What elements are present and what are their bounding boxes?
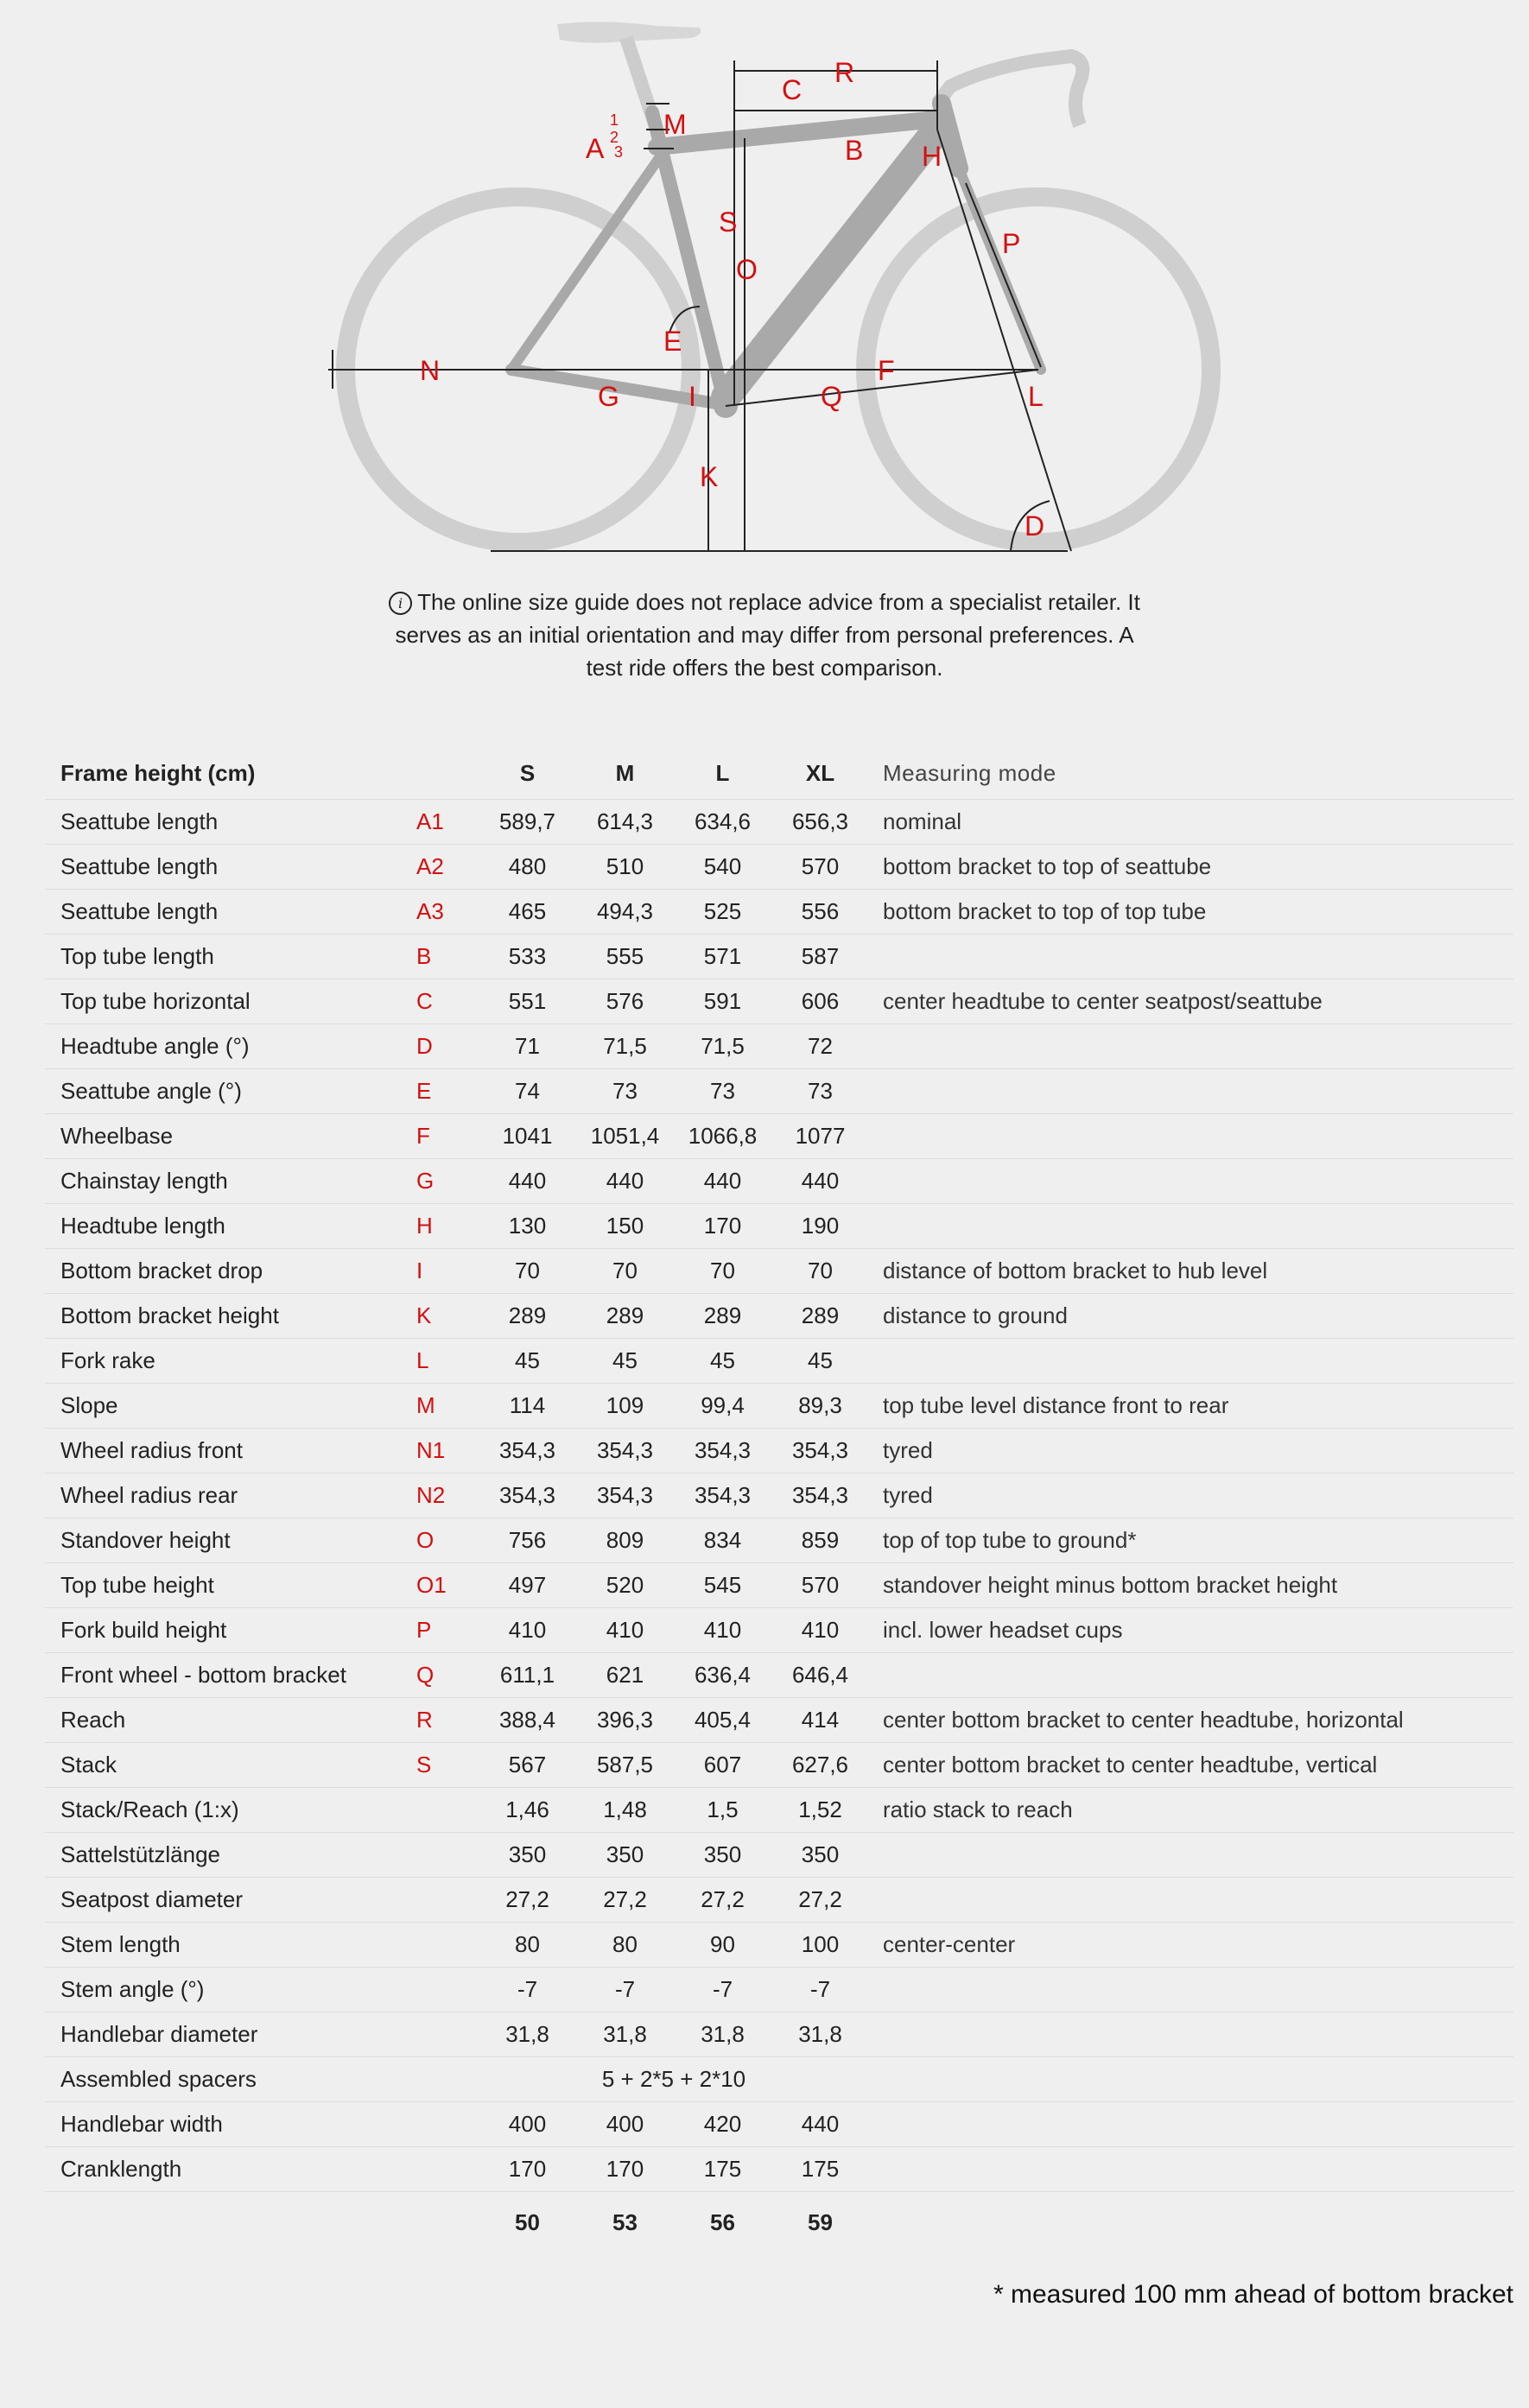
value-s: 1,46 [479, 1788, 576, 1833]
value-xl: 354,3 [771, 1473, 869, 1518]
row-name: Handlebar diameter [45, 2012, 416, 2057]
row-code: Q [416, 1653, 479, 1698]
table-row [45, 1518, 1513, 1563]
header-size-xl: XL [771, 747, 869, 800]
header-size-s: S [479, 747, 576, 800]
row-code: N1 [416, 1429, 479, 1473]
value-m: 555 [576, 935, 674, 979]
value-l: 170 [674, 1204, 771, 1249]
row-name: Seattube angle (°) [45, 1069, 416, 1114]
row-note: center bottom bracket to center headtube, vertical [869, 1743, 1513, 1788]
row-name: Top tube length [45, 935, 416, 979]
value-s: 74 [479, 1069, 576, 1114]
value-s: 611,1 [479, 1653, 576, 1698]
row-code: H [416, 1204, 479, 1249]
notice-line-1: i The online size guide does not replace advice from a specialist retailer. It [363, 586, 1166, 618]
value-s: 350 [479, 1833, 576, 1878]
row-name: Slope [45, 1384, 416, 1429]
label-A-sub2: 2 [610, 129, 619, 146]
value-s: 70 [479, 1249, 576, 1294]
value-m: 71,5 [576, 1024, 674, 1069]
row-code [416, 1968, 479, 2012]
value-l: 289 [674, 1294, 771, 1339]
value-xl: 410 [771, 1608, 869, 1653]
value-s: 567 [479, 1743, 576, 1788]
value-m: 27,2 [576, 1878, 674, 1923]
value-s: 388,4 [479, 1698, 576, 1743]
value-s: 480 [479, 845, 576, 890]
value-l: 175 [674, 2147, 771, 2192]
table-header-row [45, 747, 1513, 800]
row-code: A1 [416, 800, 479, 845]
label-G: G [598, 381, 619, 412]
value-l: 420 [674, 2102, 771, 2147]
value-s: 497 [479, 1563, 576, 1608]
row-name: Seatpost diameter [45, 1878, 416, 1923]
row-note: bottom bracket to top of top tube [869, 890, 1513, 935]
row-code [416, 2057, 479, 2102]
row-note [869, 1339, 1513, 1384]
row-code [416, 1923, 479, 1968]
row-name: Stack/Reach (1:x) [45, 1788, 416, 1833]
size-guide-notice [363, 586, 1166, 684]
label-O: O [736, 254, 758, 285]
table-row [45, 1698, 1513, 1743]
label-I: I [688, 381, 696, 412]
row-note [869, 1833, 1513, 1878]
row-name: Bottom bracket height [45, 1294, 416, 1339]
value-xl: 350 [771, 1833, 869, 1878]
value-m: 31,8 [576, 2012, 674, 2057]
value-l: 540 [674, 845, 771, 890]
label-S: S [719, 206, 738, 238]
value-s: 27,2 [479, 1878, 576, 1923]
table-row [45, 2147, 1513, 2192]
row-note [869, 2102, 1513, 2147]
row-note: nominal [869, 800, 1513, 845]
row-note: center headtube to center seatpost/seattube [869, 979, 1513, 1024]
row-note [869, 2012, 1513, 2057]
value-l: -7 [674, 1968, 771, 2012]
value-l: 27,2 [674, 1878, 771, 1923]
value-m: 289 [576, 1294, 674, 1339]
value-l: 634,6 [674, 800, 771, 845]
row-name: Headtube length [45, 1204, 416, 1249]
row-name: Headtube angle (°) [45, 1024, 416, 1069]
value-xl: 646,4 [771, 1653, 869, 1698]
row-note [869, 1204, 1513, 1249]
row-note: ratio stack to reach [869, 1788, 1513, 1833]
value-s: 354,3 [479, 1429, 576, 1473]
label-C: C [782, 74, 803, 105]
label-R: R [834, 57, 855, 88]
value-xl: 1,52 [771, 1788, 869, 1833]
row-code: D [416, 1024, 479, 1069]
row-code: I [416, 1249, 479, 1294]
row-note: distance to ground [869, 1294, 1513, 1339]
value-xl: 570 [771, 845, 869, 890]
table-row [45, 800, 1513, 845]
row-code: S [416, 1743, 479, 1788]
row-note [869, 1159, 1513, 1204]
handlebar [937, 56, 1082, 125]
row-note: bottom bracket to top of seattube [869, 845, 1513, 890]
row-code: L [416, 1339, 479, 1384]
value-l: 410 [674, 1608, 771, 1653]
value-l: 591 [674, 979, 771, 1024]
table-row [45, 1653, 1513, 1698]
row-name: Stem angle (°) [45, 1968, 416, 2012]
table-row [45, 979, 1513, 1024]
value-m: 621 [576, 1653, 674, 1698]
label-H: H [922, 141, 942, 172]
value-xl: 72 [771, 1024, 869, 1069]
table-row [45, 1833, 1513, 1878]
value-l: 636,4 [674, 1653, 771, 1698]
value-s: 410 [479, 1608, 576, 1653]
value-s: 533 [479, 935, 576, 979]
row-code: A3 [416, 890, 479, 935]
table-row [45, 1968, 1513, 2012]
value-xl: 606 [771, 979, 869, 1024]
value-s: 1041 [479, 1114, 576, 1159]
value-s: 589,7 [479, 800, 576, 845]
row-name: Stem length [45, 1923, 416, 1968]
value-l: 45 [674, 1339, 771, 1384]
value-l: 525 [674, 890, 771, 935]
frame-sizes-row [45, 2192, 1513, 2253]
row-note [869, 935, 1513, 979]
value-xl: 100 [771, 1923, 869, 1968]
info-icon: i [389, 592, 412, 615]
table-row [45, 1429, 1513, 1473]
value-s: 756 [479, 1518, 576, 1563]
geometry-table [45, 747, 1513, 2253]
value-m: 494,3 [576, 890, 674, 935]
value-m: 587,5 [576, 1743, 674, 1788]
table-row [45, 1114, 1513, 1159]
label-D: D [1025, 510, 1045, 542]
value-xl: 587 [771, 935, 869, 979]
row-note: top tube level distance front to rear [869, 1384, 1513, 1429]
row-note: standover height minus bottom bracket height [869, 1563, 1513, 1608]
value-l: 99,4 [674, 1384, 771, 1429]
row-name: Wheel radius rear [45, 1473, 416, 1518]
label-B: B [845, 135, 864, 166]
row-name: Chainstay length [45, 1159, 416, 1204]
value-s: 31,8 [479, 2012, 576, 2057]
table-row [45, 2012, 1513, 2057]
row-name: Fork rake [45, 1339, 416, 1384]
bike-geometry-diagram [311, 0, 1244, 570]
value-l: 71,5 [674, 1024, 771, 1069]
row-code: A2 [416, 845, 479, 890]
value-s: 551 [479, 979, 576, 1024]
row-name: Bottom bracket drop [45, 1249, 416, 1294]
header-measuring-mode: Measuring mode [869, 747, 1513, 800]
value-l: 90 [674, 1923, 771, 1968]
value-xl: 89,3 [771, 1384, 869, 1429]
value-xl: 1077 [771, 1114, 869, 1159]
header-code [416, 747, 479, 800]
table-row [45, 1024, 1513, 1069]
value-xl: 70 [771, 1249, 869, 1294]
row-name: Cranklength [45, 2147, 416, 2192]
value-xl: 289 [771, 1294, 869, 1339]
row-name: Seattube length [45, 890, 416, 935]
header-size-l: L [674, 747, 771, 800]
row-name: Assembled spacers [45, 2057, 416, 2102]
value-l: 545 [674, 1563, 771, 1608]
value-m: -7 [576, 1968, 674, 2012]
value-s: 400 [479, 2102, 576, 2147]
row-name: Seattube length [45, 845, 416, 890]
row-code: K [416, 1294, 479, 1339]
table-row-spacers [45, 2057, 1513, 2102]
empty-cell [416, 2192, 479, 2253]
value-m: 396,3 [576, 1698, 674, 1743]
value-l: 354,3 [674, 1473, 771, 1518]
value-l: 405,4 [674, 1698, 771, 1743]
value-xl: 627,6 [771, 1743, 869, 1788]
row-code [416, 2102, 479, 2147]
value-s: 114 [479, 1384, 576, 1429]
spacers-value: 5 + 2*5 + 2*10 [479, 2057, 869, 2102]
row-code: O [416, 1518, 479, 1563]
value-s: 170 [479, 2147, 576, 2192]
value-m: 354,3 [576, 1473, 674, 1518]
value-xl: 27,2 [771, 1878, 869, 1923]
table-row [45, 1743, 1513, 1788]
value-m: 350 [576, 1833, 674, 1878]
value-xl: 440 [771, 2102, 869, 2147]
value-xl: 175 [771, 2147, 869, 2192]
value-s: 354,3 [479, 1473, 576, 1518]
row-name: Top tube horizontal [45, 979, 416, 1024]
value-xl: 73 [771, 1069, 869, 1114]
row-code: E [416, 1069, 479, 1114]
row-note [869, 1114, 1513, 1159]
row-code: R [416, 1698, 479, 1743]
row-note [869, 1878, 1513, 1923]
value-l: 350 [674, 1833, 771, 1878]
notice-line-2: serves as an initial orientation and may differ from personal preferences. A [395, 622, 1134, 648]
header-size-m: M [576, 747, 674, 800]
row-note: tyred [869, 1429, 1513, 1473]
value-m: 520 [576, 1563, 674, 1608]
value-m: 70 [576, 1249, 674, 1294]
value-m: 80 [576, 1923, 674, 1968]
value-l: 73 [674, 1069, 771, 1114]
label-K: K [700, 461, 719, 492]
notice-line-3: test ride offers the best comparison. [586, 655, 943, 681]
value-m: 1,48 [576, 1788, 674, 1833]
table-row [45, 1249, 1513, 1294]
value-xl: -7 [771, 1968, 869, 2012]
label-N: N [420, 355, 441, 386]
value-m: 45 [576, 1339, 674, 1384]
value-m: 576 [576, 979, 674, 1024]
table-row [45, 1384, 1513, 1429]
table-row [45, 1608, 1513, 1653]
value-l: 834 [674, 1518, 771, 1563]
table-row [45, 1339, 1513, 1384]
value-m: 809 [576, 1518, 674, 1563]
frame-size-l: 56 [710, 2208, 735, 2235]
row-name: Reach [45, 1698, 416, 1743]
row-note [869, 1653, 1513, 1698]
row-code [416, 1878, 479, 1923]
table-row [45, 1294, 1513, 1339]
row-code [416, 2147, 479, 2192]
frame-size-s: 50 [515, 2208, 540, 2235]
value-m: 410 [576, 1608, 674, 1653]
row-note: distance of bottom bracket to hub level [869, 1249, 1513, 1294]
frame-size-m: 53 [612, 2208, 638, 2235]
value-s: 71 [479, 1024, 576, 1069]
row-note: top of top tube to ground* [869, 1518, 1513, 1563]
value-xl: 354,3 [771, 1429, 869, 1473]
value-s: 130 [479, 1204, 576, 1249]
row-note: incl. lower headset cups [869, 1608, 1513, 1653]
row-name: Wheel radius front [45, 1429, 416, 1473]
value-m: 354,3 [576, 1429, 674, 1473]
header-frame-height: Frame height (cm) [45, 747, 416, 800]
value-xl: 414 [771, 1698, 869, 1743]
row-code: F [416, 1114, 479, 1159]
label-A-sub3: 3 [614, 143, 624, 161]
geometry-table-body [45, 800, 1513, 2253]
table-row [45, 1788, 1513, 1833]
row-code: N2 [416, 1473, 479, 1518]
value-l: 571 [674, 935, 771, 979]
table-row [45, 890, 1513, 935]
row-code [416, 2012, 479, 2057]
empty-cell [869, 2192, 1513, 2253]
row-note: center-center [869, 1923, 1513, 1968]
value-m: 170 [576, 2147, 674, 2192]
value-xl: 556 [771, 890, 869, 935]
value-l: 1,5 [674, 1788, 771, 1833]
value-m: 440 [576, 1159, 674, 1204]
row-code [416, 1788, 479, 1833]
row-name: Handlebar width [45, 2102, 416, 2147]
table-row [45, 1923, 1513, 1968]
value-xl: 190 [771, 1204, 869, 1249]
value-s: 289 [479, 1294, 576, 1339]
value-l: 440 [674, 1159, 771, 1204]
value-m: 73 [576, 1069, 674, 1114]
label-E: E [663, 326, 682, 357]
value-m: 150 [576, 1204, 674, 1249]
value-m: 109 [576, 1384, 674, 1429]
value-xl: 570 [771, 1563, 869, 1608]
row-code [416, 1833, 479, 1878]
value-xl: 859 [771, 1518, 869, 1563]
value-m: 400 [576, 2102, 674, 2147]
value-xl: 440 [771, 1159, 869, 1204]
table-row [45, 935, 1513, 979]
value-xl: 45 [771, 1339, 869, 1384]
row-code: G [416, 1159, 479, 1204]
value-s: -7 [479, 1968, 576, 2012]
value-s: 440 [479, 1159, 576, 1204]
value-m: 1051,4 [576, 1114, 674, 1159]
value-m: 614,3 [576, 800, 674, 845]
value-xl: 656,3 [771, 800, 869, 845]
table-row [45, 1159, 1513, 1204]
label-Q: Q [821, 381, 842, 412]
row-name: Stack [45, 1743, 416, 1788]
value-s: 465 [479, 890, 576, 935]
row-note [869, 2147, 1513, 2192]
row-name: Wheelbase [45, 1114, 416, 1159]
row-note [869, 1024, 1513, 1069]
value-m: 510 [576, 845, 674, 890]
table-row [45, 1204, 1513, 1249]
table-row [45, 1069, 1513, 1114]
label-P: P [1002, 228, 1021, 259]
table-row [45, 845, 1513, 890]
row-name: Standover height [45, 1518, 416, 1563]
value-s: 80 [479, 1923, 576, 1968]
row-note: center bottom bracket to center headtube, horizontal [869, 1698, 1513, 1743]
table-row [45, 1473, 1513, 1518]
label-A-sub1: 1 [610, 111, 619, 129]
row-note [869, 1968, 1513, 2012]
value-l: 354,3 [674, 1429, 771, 1473]
row-name: Sattelstützlänge [45, 1833, 416, 1878]
row-note: tyred [869, 1473, 1513, 1518]
value-l: 70 [674, 1249, 771, 1294]
row-name: Front wheel - bottom bracket [45, 1653, 416, 1698]
row-code: B [416, 935, 479, 979]
row-code: P [416, 1608, 479, 1653]
label-A: A [586, 133, 605, 164]
footnote: * measured 100 mm ahead of bottom bracket [993, 2280, 1513, 2309]
label-L: L [1028, 381, 1044, 412]
table-row [45, 1878, 1513, 1923]
row-name: Top tube height [45, 1563, 416, 1608]
row-note [869, 2057, 1513, 2102]
row-code: C [416, 979, 479, 1024]
empty-cell [45, 2192, 416, 2253]
row-code: M [416, 1384, 479, 1429]
table-row [45, 2102, 1513, 2147]
value-l: 31,8 [674, 2012, 771, 2057]
value-l: 607 [674, 1743, 771, 1788]
label-F: F [878, 355, 895, 386]
row-code: O1 [416, 1563, 479, 1608]
value-s: 45 [479, 1339, 576, 1384]
value-l: 1066,8 [674, 1114, 771, 1159]
table-row [45, 1563, 1513, 1608]
value-xl: 31,8 [771, 2012, 869, 2057]
label-M: M [663, 109, 687, 140]
frame-size-xl: 59 [808, 2208, 833, 2235]
row-name: Seattube length [45, 800, 416, 845]
row-note [869, 1069, 1513, 1114]
row-name: Fork build height [45, 1608, 416, 1653]
